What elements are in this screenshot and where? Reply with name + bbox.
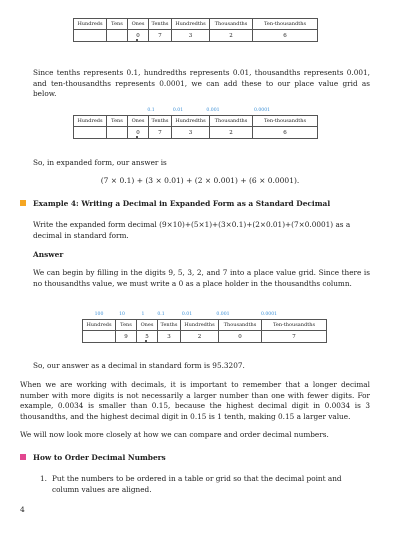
- table-value-row: [74, 127, 318, 139]
- expanded-form-equation: (7 × 0.1) + (3 × 0.01) + (2 × 0.001) + (6 × 0.0001).: [100, 176, 300, 185]
- value-cell: 3: [158, 331, 181, 343]
- place-value-table-2: [73, 115, 318, 139]
- example-marker-icon: [20, 200, 26, 206]
- value-cell: 2: [210, 30, 253, 42]
- header-cell: Ten-thousandths: [262, 320, 327, 331]
- table-value-row: [74, 30, 318, 42]
- example-heading: Example 4: Writing a Decimal in Expanded Form as a Standard Decimal: [33, 199, 331, 208]
- example-body: Write the expanded form decimal (9×10)+(5×1)+(3×0.1)+(2×0.01)+(7×0.0001) as a decimal in standard form.: [33, 220, 351, 240]
- paragraph-place-values: Since tenths represents 0.1, hundredths represents 0.01, thousandths represents 0.001, and ten-thousandths represents 0.0001, we can add these to our place value grid as below.: [33, 68, 370, 98]
- place-value-labels: 100 10 1 0.1 0.01 0.001 0.0001: [94, 312, 278, 317]
- header-cell: Tenths: [149, 19, 172, 30]
- header-cell: Hundreds: [74, 116, 107, 127]
- header-cell: Hundreds: [83, 320, 116, 331]
- value-cell: 5: [137, 331, 158, 343]
- header-cell: Tens: [107, 19, 128, 30]
- list-number: 1.: [40, 474, 47, 483]
- value-cell: 0: [219, 331, 262, 343]
- paragraph-decimal-length: When we are working with decimals, it is important to remember that a longer decimal number with more digits is not necessarily a larger number than one with fewer digits. For example, 0.0034 is smaller than 0.15, because the highest decimal digit in 0.0034 is 3 thousandths, and the highest decimal digit in 0.15 is 1 tenth, making 0.15 a larger value.: [20, 380, 370, 421]
- answer-label: Answer: [33, 250, 64, 259]
- value-cell: 7: [149, 127, 172, 139]
- header-cell: Tenths: [158, 320, 181, 331]
- header-cell: Hundredths: [172, 19, 210, 30]
- header-cell: Tens: [116, 320, 137, 331]
- table-value-row: [83, 331, 327, 343]
- header-cell: Thousandths: [219, 320, 262, 331]
- header-cell: Thousandths: [210, 19, 253, 30]
- header-cell: Ten-thousandths: [253, 19, 318, 30]
- table-header-row: [83, 320, 327, 331]
- decimal-point: [145, 340, 147, 342]
- place-value-table-1: [73, 18, 318, 42]
- header-cell: Thousandths: [210, 116, 253, 127]
- header-cell: Tens: [107, 116, 128, 127]
- header-cell: Ones: [137, 320, 158, 331]
- answer-body: We can begin by filling in the digits 9, 5, 3, 2, and 7 into a place value grid. Since there is no thousandths value, we must write a 0 as a place holder in the thousandths column.: [33, 268, 370, 288]
- value-cell: 7: [149, 30, 172, 42]
- answer-result: So, our answer as a decimal in standard form is 95.3207.: [33, 361, 245, 370]
- value-cell: 9: [116, 331, 137, 343]
- value-cell: [83, 331, 116, 343]
- header-cell: Ones: [128, 116, 149, 127]
- value-cell: [74, 30, 107, 42]
- decimal-point: [136, 39, 138, 41]
- value-cell: [74, 127, 107, 139]
- header-cell: Tenths: [149, 116, 172, 127]
- value-cell: [107, 30, 128, 42]
- value-cell: 6: [253, 30, 318, 42]
- value-cell: 2: [210, 127, 253, 139]
- table-header-row: [74, 116, 318, 127]
- value-cell: 2: [181, 331, 219, 343]
- header-cell: Ten-thousandths: [253, 116, 318, 127]
- header-cell: Hundredths: [172, 116, 210, 127]
- paragraph-expanded-intro: So, in expanded form, our answer is: [33, 158, 167, 167]
- place-value-table-3: [82, 319, 327, 343]
- value-cell: 7: [262, 331, 327, 343]
- value-cell: 0: [128, 30, 149, 42]
- section-marker-icon: [20, 454, 26, 460]
- list-item-text: Put the numbers to be ordered in a table or grid so that the decimal point and column values are aligned.: [52, 474, 342, 494]
- header-cell: Hundreds: [74, 19, 107, 30]
- value-cell: [107, 127, 128, 139]
- place-value-labels: 0.1 0.01 0.001 0.0001: [147, 108, 271, 113]
- header-cell: Ones: [128, 19, 149, 30]
- header-cell: Hundredths: [181, 320, 219, 331]
- table-header-row: [74, 19, 318, 30]
- paragraph-transition: We will now look more closely at how we can compare and order decimal numbers.: [20, 430, 329, 439]
- value-cell: 3: [172, 127, 210, 139]
- decimal-point: [136, 136, 138, 138]
- page-number: 4: [20, 505, 25, 514]
- value-cell: 6: [253, 127, 318, 139]
- value-cell: 0: [128, 127, 149, 139]
- order-heading: How to Order Decimal Numbers: [33, 453, 166, 462]
- value-cell: 3: [172, 30, 210, 42]
